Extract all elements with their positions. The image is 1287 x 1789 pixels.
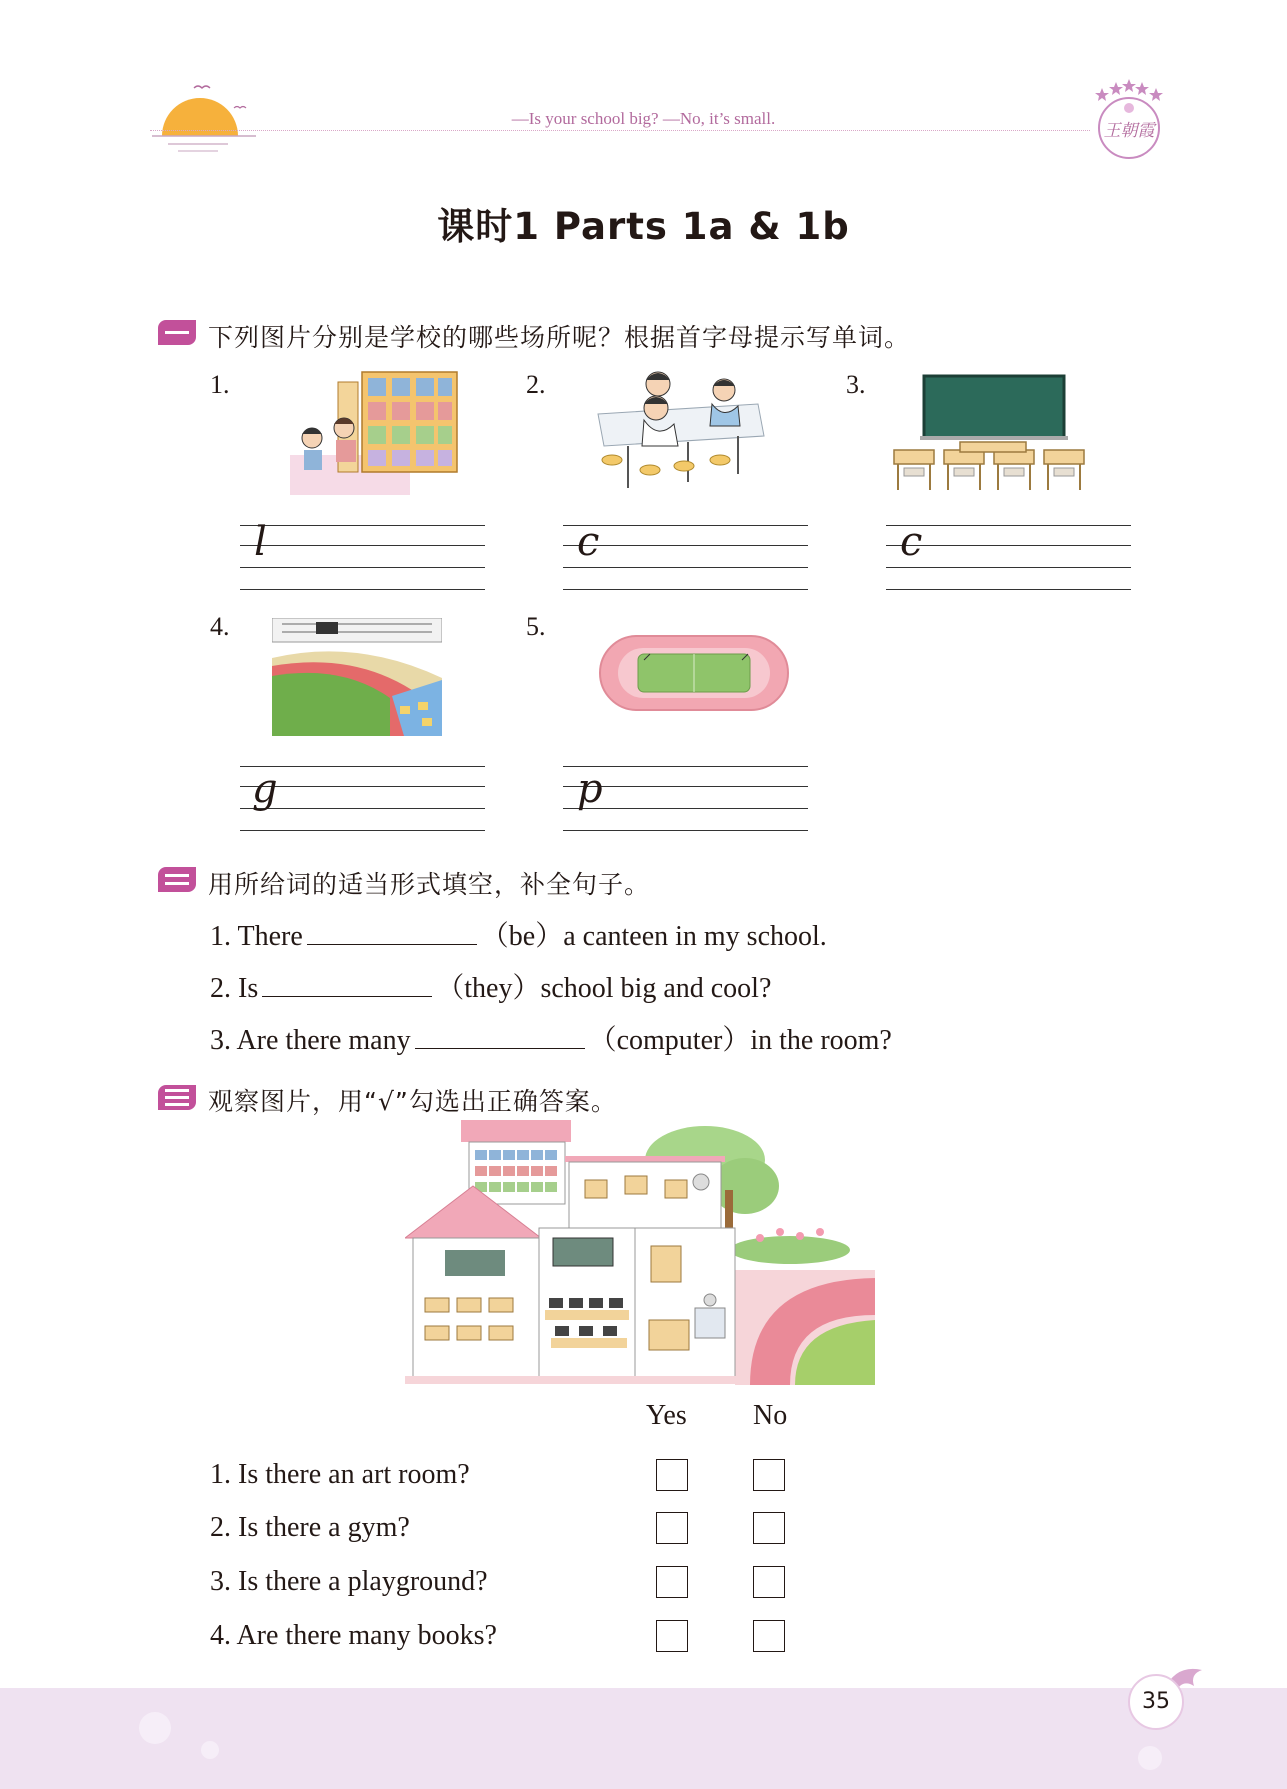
publisher-logo: [1088, 78, 1170, 164]
item-2-number: 2.: [526, 370, 546, 399]
q4-no-checkbox[interactable]: [753, 1620, 785, 1652]
item-1-hint: l: [254, 519, 267, 565]
yes-column-label: Yes: [646, 1400, 687, 1431]
section-2-badge: [158, 867, 196, 892]
q3-no-checkbox[interactable]: [753, 1566, 785, 1598]
running-title: —Is your school big? —No, it’s small.: [511, 109, 776, 128]
sentence-1-end: （be）a canteen in my school.: [480, 921, 827, 952]
section-2-instruction: 用所给词的适当形式填空，补全句子。: [208, 870, 651, 899]
decorative-circles-icon: [0, 1688, 1287, 1789]
header-rule: [150, 130, 1090, 131]
item-5-number: 5.: [526, 612, 546, 641]
section-1-instruction: 下列图片分别是学校的哪些场所呢？根据首字母提示写单词。: [208, 323, 911, 352]
q2-yes-checkbox[interactable]: [656, 1512, 688, 1544]
item-5-writing-lines: [563, 766, 808, 832]
sentence-3-end: （computer）in the room?: [588, 1025, 892, 1056]
gym-icon: [272, 618, 442, 736]
lesson-title: 课时1 Parts 1a & 1b: [437, 205, 850, 248]
q4-yes-checkbox[interactable]: [656, 1620, 688, 1652]
sentence-2-start: 2. Is: [210, 973, 259, 1004]
item-1-number: 1.: [210, 370, 230, 399]
canteen-icon: [588, 370, 768, 494]
item-4-hint: g: [252, 766, 278, 812]
item-3-writing-lines: [886, 519, 1131, 591]
question-1: 1. Is there an art room?: [210, 1459, 470, 1490]
q1-no-checkbox[interactable]: [753, 1459, 785, 1491]
item-1-writing-lines: [240, 519, 485, 591]
item-4-number: 4.: [210, 612, 230, 641]
item-4-writing-lines: [240, 766, 485, 832]
logo-text: 王朝霞: [1103, 121, 1155, 140]
page-footer: [0, 1688, 1287, 1789]
section-3-instruction: 观察图片，用“√”勾选出正确答案。: [208, 1087, 617, 1116]
q3-yes-checkbox[interactable]: [656, 1566, 688, 1598]
sentence-1-start: 1. There: [210, 921, 303, 952]
no-column-label: No: [753, 1400, 788, 1431]
page-number: 35: [1128, 1674, 1184, 1730]
sentence-2-end: （they）school big and cool?: [436, 973, 772, 1004]
question-2: 2. Is there a gym?: [210, 1512, 410, 1543]
answer-blank-3[interactable]: [415, 1024, 585, 1049]
item-3-number: 3.: [846, 370, 866, 399]
header: [0, 0, 1287, 160]
section-3-badge: [158, 1085, 196, 1110]
section-1-badge: [158, 320, 196, 345]
answer-blank-2[interactable]: [262, 972, 432, 997]
sentence-3-start: 3. Are there many: [210, 1025, 411, 1056]
classroom-icon: [890, 372, 1100, 494]
school-building-icon: [405, 1120, 885, 1390]
library-icon: [282, 370, 462, 500]
question-3: 3. Is there a playground?: [210, 1566, 488, 1597]
playground-icon: [596, 632, 792, 714]
question-4: 4. Are there many books?: [210, 1620, 497, 1651]
q2-no-checkbox[interactable]: [753, 1512, 785, 1544]
item-2-hint: c: [577, 519, 600, 565]
item-5-hint: p: [577, 766, 603, 812]
fill-sentence-1: [210, 914, 827, 954]
q1-yes-checkbox[interactable]: [656, 1459, 688, 1491]
fill-sentence-2: [210, 966, 771, 1006]
answer-blank-1[interactable]: [307, 920, 477, 945]
item-3-hint: c: [900, 519, 923, 565]
fill-sentence-3: [210, 1018, 892, 1058]
item-2-writing-lines: [563, 519, 808, 591]
